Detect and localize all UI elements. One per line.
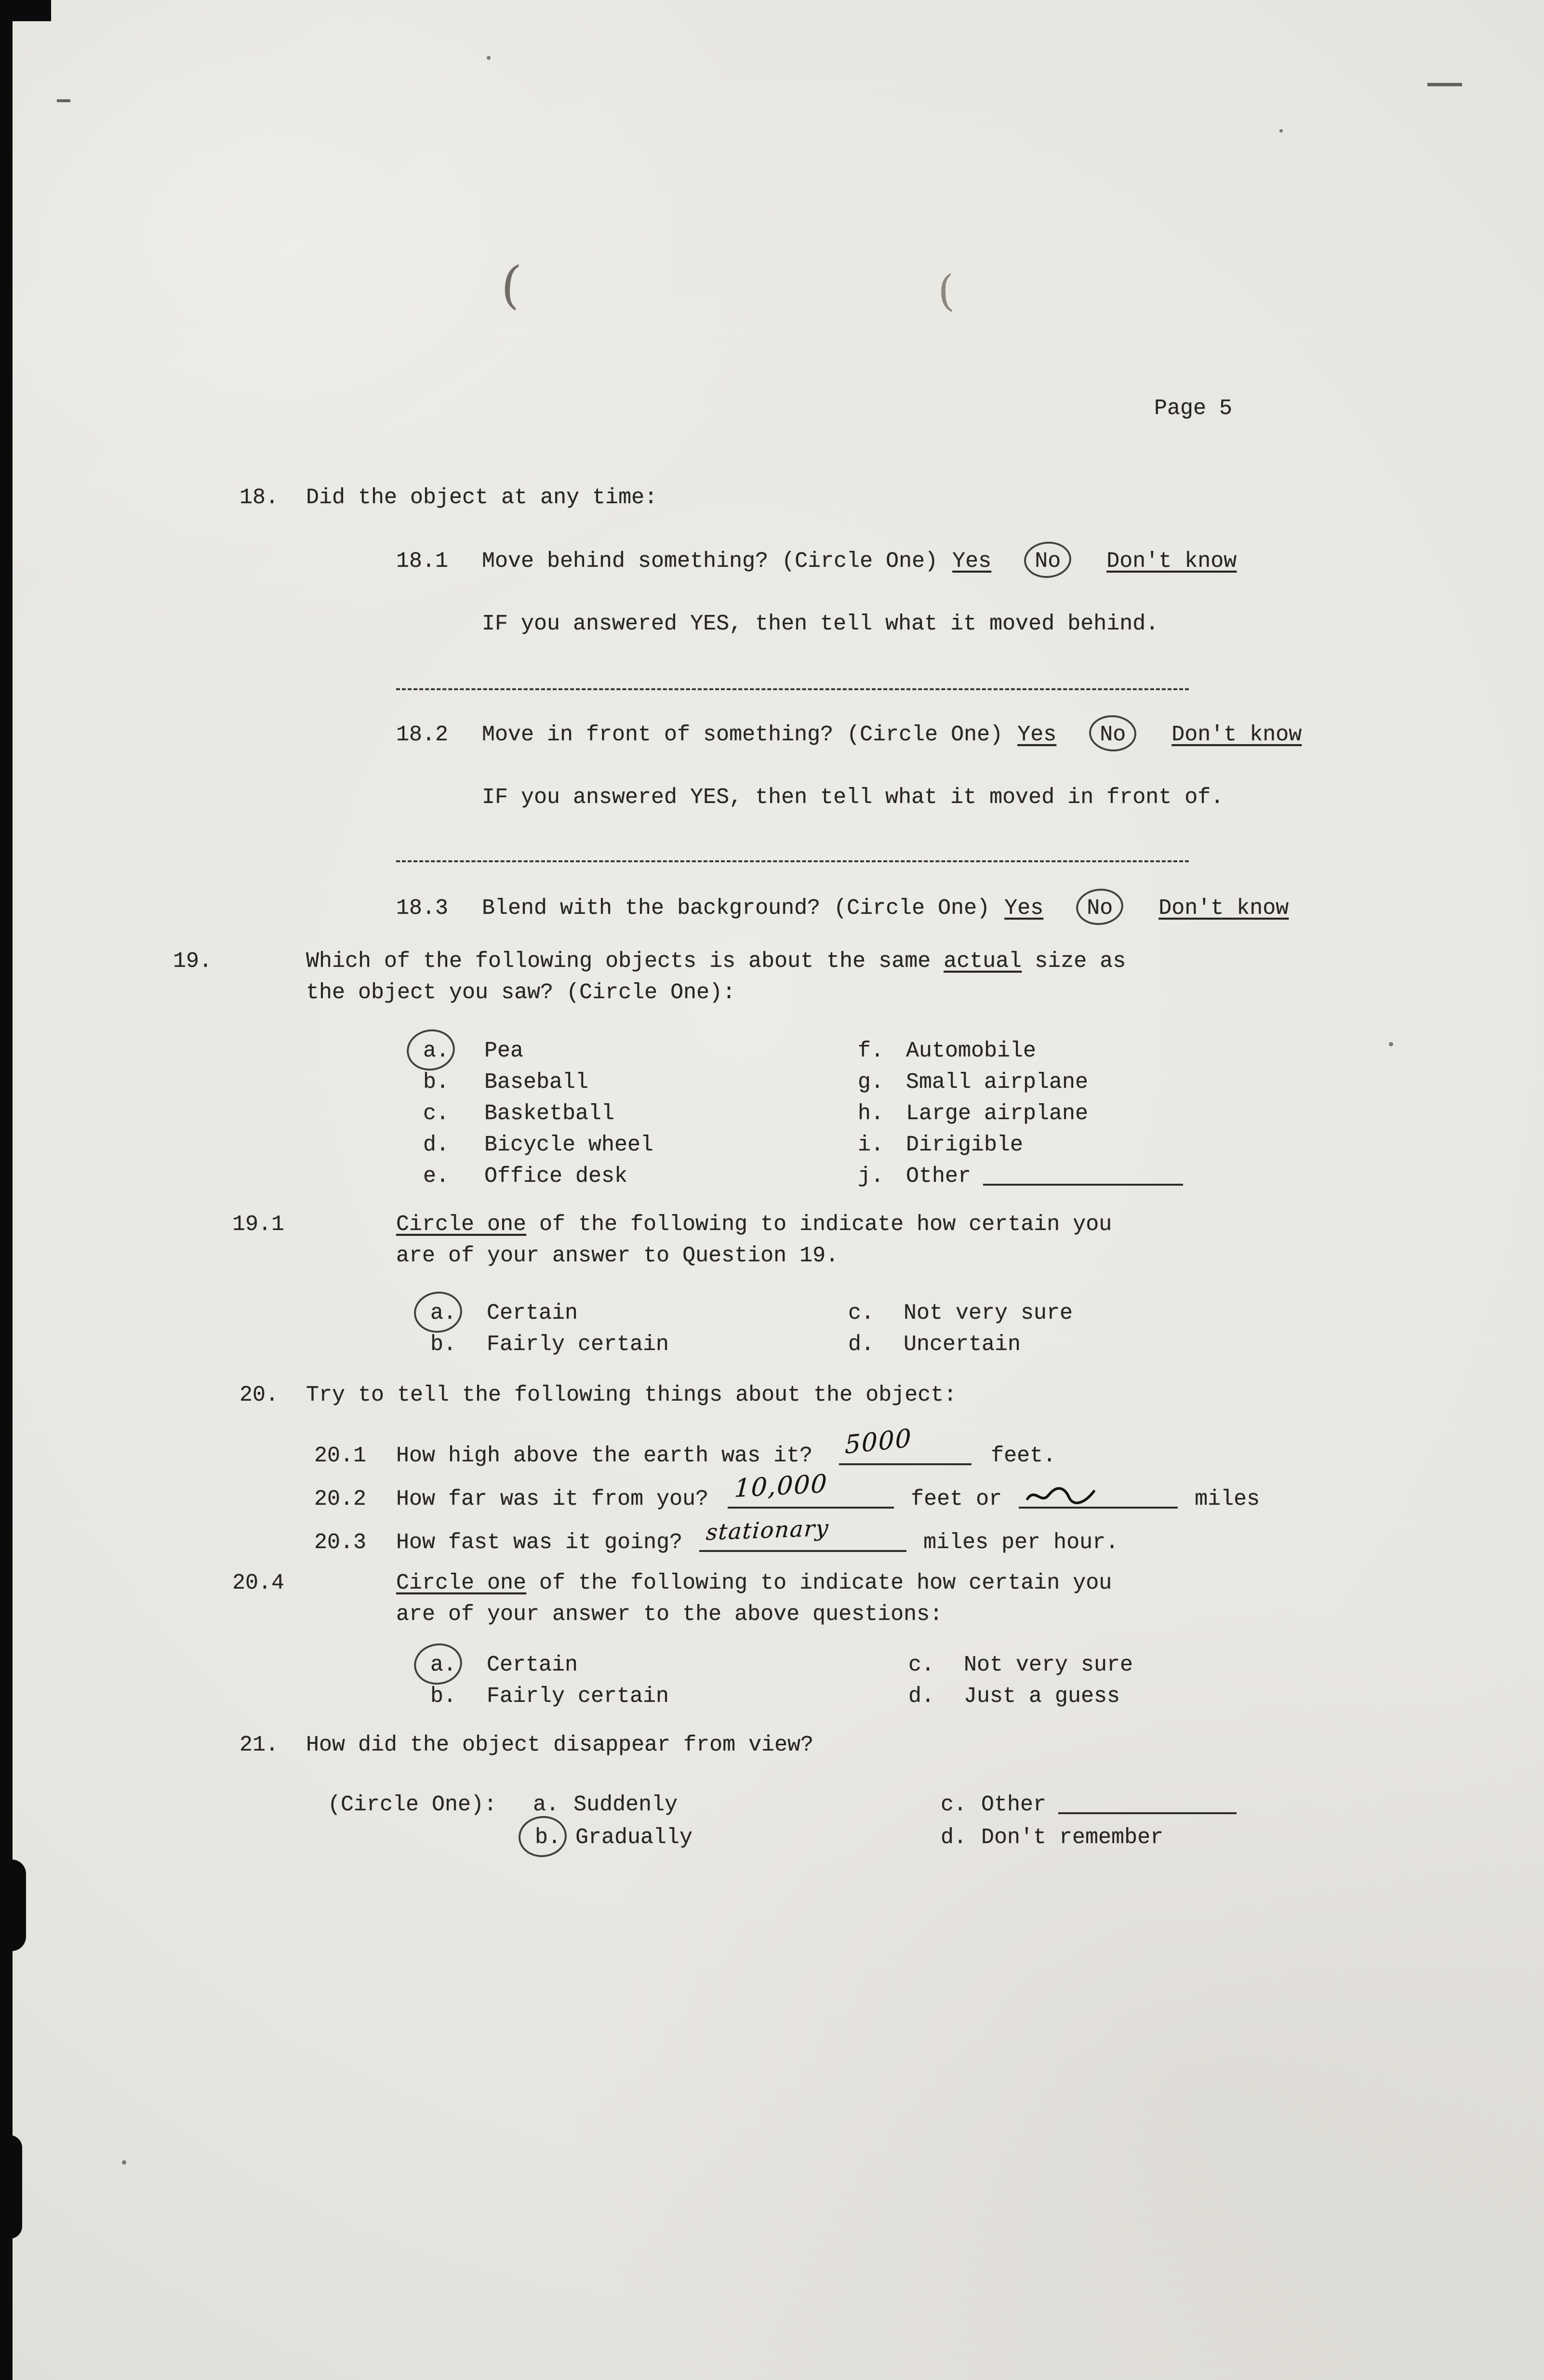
question-20-3 <box>314 1514 1119 1558</box>
circled-option-no: No <box>1100 719 1126 750</box>
option-label: Suddenly <box>573 1792 678 1817</box>
question-18-1 <box>396 546 1237 577</box>
option-label: Certain <box>487 1301 578 1325</box>
question-number: 18.3 <box>396 896 449 921</box>
scan-speck <box>1427 83 1462 86</box>
stray-paren-mark: ( <box>937 266 956 316</box>
question-text: of the following to indicate how certain you are of your answer to the above questions: <box>396 1571 1112 1627</box>
question-text: How high above the earth was it? <box>396 1444 813 1468</box>
question-text: size as the object you saw? (Circle One): <box>306 949 1126 1005</box>
scan-speck <box>122 2160 126 2165</box>
question-text-emphasis: Circle one <box>396 1571 527 1595</box>
handwritten-speed-answer: stationary <box>705 1514 830 1545</box>
option-label: Pea <box>484 1039 524 1063</box>
option-letter: b. <box>430 1332 457 1357</box>
scribble-mark <box>1025 1484 1097 1506</box>
question-19-options <box>423 1035 1166 1192</box>
unit-label: feet or <box>911 1487 1002 1511</box>
question-18-1-followup <box>482 608 1158 640</box>
option-label-other: Other <box>906 1164 972 1189</box>
option-letter: d. <box>848 1332 875 1357</box>
scan-edge-blot <box>0 2135 22 2239</box>
option-label: Small airplane <box>906 1070 1089 1095</box>
option-label: Not very sure <box>904 1301 1073 1325</box>
option-label: Certain <box>487 1653 578 1677</box>
page-number-label: Page 5 <box>1154 396 1233 421</box>
scan-speck <box>57 99 70 102</box>
question-number: 18.2 <box>396 722 449 747</box>
option-letter: i. <box>858 1133 884 1157</box>
option-yes: Yes <box>952 549 992 574</box>
scan-speck <box>1279 129 1283 133</box>
question-20-1 <box>314 1423 1056 1471</box>
option-dont-know: Don't know <box>1106 549 1237 574</box>
stray-paren-mark: ( <box>499 254 523 315</box>
option-letter <box>430 1297 487 1329</box>
option-letter: c. <box>941 1792 967 1817</box>
question-number: 20.2 <box>314 1487 367 1511</box>
option-letter: c. <box>423 1101 450 1126</box>
question-text: Did the object at any time: <box>306 485 658 510</box>
question-text-emphasis: Circle one <box>396 1212 527 1237</box>
question-number: 21. <box>240 1733 279 1757</box>
option-label <box>906 1161 1166 1192</box>
question-number: 20. <box>240 1383 279 1407</box>
question-number: 19. <box>173 949 213 974</box>
answer-blank <box>839 1423 972 1465</box>
option-letter: c. <box>908 1653 935 1677</box>
followup-text: IF you answered YES, then tell what it moved behind. <box>482 612 1159 636</box>
circle-one-label: (Circle One) <box>782 549 938 574</box>
question-text: How far was it from you? <box>396 1487 709 1511</box>
other-write-in-blank <box>983 1169 1183 1186</box>
answer-blank-line <box>396 860 1189 862</box>
question-number: 20.3 <box>314 1530 367 1555</box>
option-label: Automobile <box>906 1039 1037 1063</box>
scan-speck <box>1389 1042 1393 1046</box>
answer-blank <box>699 1514 906 1552</box>
question-number: 18.1 <box>396 549 449 574</box>
option-label: Gradually <box>575 1825 693 1850</box>
option-label: Fairly certain <box>487 1684 669 1709</box>
option-label: Just a guess <box>964 1684 1120 1709</box>
miles-blank <box>1019 1490 1178 1509</box>
question-number: 20.1 <box>314 1444 367 1468</box>
question-21-heading <box>240 1729 813 1761</box>
circled-answer-letter: a. <box>430 1297 456 1329</box>
option-label: Office desk <box>484 1164 628 1189</box>
option-yes: Yes <box>1017 722 1057 747</box>
question-text: Blend with the background? <box>482 896 821 921</box>
option-letter: j. <box>858 1164 884 1189</box>
question-number: 18. <box>240 485 279 510</box>
option-label: Dirigible <box>906 1133 1024 1157</box>
question-number: 20.4 <box>232 1571 285 1595</box>
option-letter: d. <box>941 1825 967 1850</box>
scan-edge-blot <box>0 1859 26 1951</box>
question-21-options-row-2 <box>535 1822 1164 1853</box>
question-text: How fast was it going? <box>396 1530 683 1555</box>
option-letter: d. <box>908 1684 935 1709</box>
answer-blank-line <box>396 688 1189 690</box>
option-letter <box>430 1649 487 1681</box>
option-letter: h. <box>858 1101 884 1126</box>
question-20-2 <box>314 1469 1260 1515</box>
option-dont-know: Don't know <box>1171 722 1302 747</box>
question-20-4-options <box>430 1649 1253 1712</box>
circle-one-label: (Circle One): <box>328 1792 497 1817</box>
question-text: Move behind something? <box>482 549 769 574</box>
option-letter <box>423 1035 484 1067</box>
option-c-group <box>941 1789 1237 1820</box>
scan-edge-strip <box>0 0 13 2380</box>
question-19-heading <box>173 946 1150 1008</box>
unit-label: feet. <box>991 1444 1056 1468</box>
question-text: Which of the following objects is about the same <box>306 949 944 974</box>
question-21-options-row-1 <box>328 1789 1047 1820</box>
unit-label: miles per hour. <box>923 1530 1119 1555</box>
question-text: Try to tell the following things about the object: <box>306 1383 957 1407</box>
circled-option-no: No <box>1087 893 1113 924</box>
option-label: Fairly certain <box>487 1332 669 1357</box>
question-number: 19.1 <box>232 1212 285 1237</box>
option-label: Don't remember <box>981 1825 1164 1850</box>
option-letter: c. <box>848 1301 875 1325</box>
question-18-2-followup <box>482 782 1224 813</box>
question-text: How did the object disappear from view? <box>306 1733 814 1757</box>
question-text: of the following to indicate how certain you are of your answer to Question 19. <box>396 1212 1112 1268</box>
handwritten-distance-answer: 10,000 <box>733 1469 829 1503</box>
question-18-2 <box>396 719 1302 750</box>
question-text-emphasis: actual <box>944 949 1022 974</box>
other-write-in-blank <box>1058 1798 1237 1814</box>
question-18-3 <box>396 893 1289 924</box>
option-label: Large airplane <box>906 1101 1089 1126</box>
option-dont-know: Don't know <box>1158 896 1289 921</box>
circled-answer-letter: b. <box>535 1822 561 1853</box>
option-letter: f. <box>858 1039 884 1063</box>
option-letter: g. <box>858 1070 884 1095</box>
scan-speck <box>487 56 491 60</box>
option-yes: Yes <box>1004 896 1044 921</box>
option-label: Uncertain <box>904 1332 1021 1357</box>
answer-blank <box>728 1469 894 1509</box>
circled-option-no: No <box>1035 546 1061 577</box>
followup-text: IF you answered YES, then tell what it moved in front of. <box>482 785 1224 810</box>
page-number <box>1154 393 1232 424</box>
question-20-heading <box>240 1379 957 1411</box>
option-letter: a. <box>533 1792 559 1817</box>
handwritten-altitude-answer: 5000 <box>845 1423 912 1460</box>
option-label: Other <box>981 1792 1047 1817</box>
question-text: Move in front of something? <box>482 722 834 747</box>
circled-answer-letter: a. <box>430 1649 456 1681</box>
circle-one-label: (Circle One) <box>847 722 1003 747</box>
option-letter: e. <box>423 1164 450 1189</box>
circle-one-label: (Circle One) <box>834 896 990 921</box>
question-19-1-options <box>430 1297 1193 1360</box>
option-d-group <box>941 1822 1163 1853</box>
option-label: Baseball <box>484 1070 589 1095</box>
question-20-4-heading <box>232 1567 1114 1630</box>
question-19-1-heading <box>232 1209 1114 1271</box>
circled-answer-letter: a. <box>423 1035 449 1067</box>
option-label: Not very sure <box>964 1653 1133 1677</box>
option-letter: b. <box>423 1070 450 1095</box>
unit-label: miles <box>1195 1487 1260 1511</box>
option-letter: b. <box>430 1684 457 1709</box>
option-label: Bicycle wheel <box>484 1133 654 1157</box>
option-label: Basketball <box>484 1101 615 1126</box>
scan-corner-blot <box>13 0 51 21</box>
option-letter: d. <box>423 1133 450 1157</box>
question-18-heading <box>240 482 657 513</box>
